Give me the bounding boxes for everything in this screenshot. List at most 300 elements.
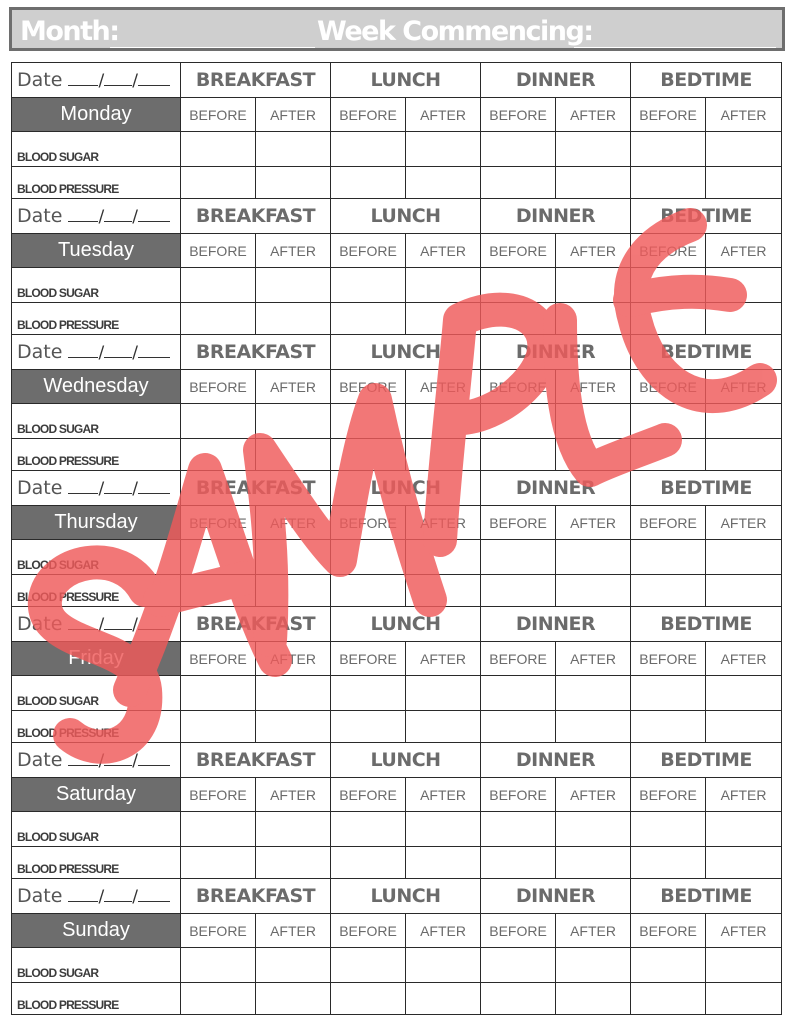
date-separator: / [98,207,105,227]
day-header-row [12,607,782,642]
blood-pressure-entry[interactable] [406,167,481,199]
before-label: BEFORE [481,642,556,676]
blood-sugar-entry[interactable] [406,404,481,439]
blood-pressure-entry[interactable] [256,711,331,743]
day-label: Thursday [12,506,181,540]
blood-pressure-entry[interactable] [256,439,331,471]
blood-pressure-entry[interactable] [706,847,782,879]
blood-sugar-entry[interactable] [631,132,706,167]
date-year-blank[interactable] [138,887,170,902]
blood-sugar-entry[interactable] [481,676,556,711]
week-commencing-field[interactable] [574,47,776,48]
meal-header: DINNER [481,743,631,778]
date-year-blank[interactable] [138,343,170,358]
date-label: Date [17,477,63,499]
blood-pressure-entry[interactable] [556,303,631,335]
blood-sugar-entry[interactable] [331,268,406,303]
blood-pressure-entry[interactable] [556,711,631,743]
day-header-row [12,471,782,506]
blood-sugar-entry[interactable] [481,404,556,439]
blood-sugar-entry[interactable] [481,812,556,847]
blood-sugar-entry[interactable] [331,812,406,847]
date-label: Date [17,613,63,635]
before-label: BEFORE [331,914,406,948]
blood-pressure-label: BLOOD PRESSURE [12,303,181,335]
before-label: BEFORE [331,506,406,540]
meal-header: BEDTIME [631,743,782,778]
date-separator: / [98,71,105,91]
before-label: BEFORE [181,642,256,676]
blood-sugar-entry[interactable] [706,540,782,575]
blood-sugar-entry[interactable] [556,540,631,575]
blood-pressure-entry[interactable] [331,303,406,335]
blood-pressure-entry[interactable] [706,167,782,199]
blood-sugar-entry[interactable] [481,268,556,303]
blood-pressure-entry[interactable] [631,303,706,335]
day-name-row [12,506,782,540]
blood-sugar-row [12,268,782,303]
blood-pressure-row [12,983,782,1015]
month-field[interactable] [110,47,315,48]
after-label: AFTER [256,642,331,676]
blood-pressure-entry[interactable] [181,983,256,1015]
blood-pressure-entry[interactable] [481,167,556,199]
meal-header: BEDTIME [631,199,782,234]
blood-sugar-label: BLOOD SUGAR [12,132,181,167]
after-label: AFTER [406,370,481,404]
blood-pressure-entry[interactable] [481,303,556,335]
after-label: AFTER [256,506,331,540]
before-label: BEFORE [331,98,406,132]
blood-pressure-entry[interactable] [631,711,706,743]
before-label: BEFORE [631,370,706,404]
blood-pressure-entry[interactable] [256,575,331,607]
before-label: BEFORE [481,506,556,540]
blood-sugar-entry[interactable] [556,676,631,711]
day-header-row [12,743,782,778]
blood-sugar-entry[interactable] [406,812,481,847]
before-label: BEFORE [631,642,706,676]
blood-pressure-entry[interactable] [181,711,256,743]
blood-sugar-row [12,812,782,847]
after-label: AFTER [406,914,481,948]
blood-sugar-entry[interactable] [556,812,631,847]
blood-sugar-entry[interactable] [331,404,406,439]
page-header [9,7,785,51]
before-label: BEFORE [481,914,556,948]
after-label: AFTER [556,506,631,540]
after-label: AFTER [406,98,481,132]
blood-sugar-entry[interactable] [181,676,256,711]
date-separator: / [132,207,138,227]
after-label: AFTER [256,778,331,812]
meal-header: BEDTIME [631,607,782,642]
month-label: Month: [20,16,119,47]
meal-header: DINNER [481,63,631,98]
blood-pressure-entry[interactable] [706,983,782,1015]
before-label: BEFORE [181,370,256,404]
after-label: AFTER [406,778,481,812]
date-day-blank[interactable] [68,751,98,766]
date-cell[interactable] [12,743,181,778]
before-label: BEFORE [181,506,256,540]
after-label: AFTER [706,914,782,948]
date-month-blank[interactable] [104,751,132,766]
day-header-row [12,63,782,98]
day-name-row [12,234,782,268]
blood-sugar-entry[interactable] [256,404,331,439]
blood-pressure-entry[interactable] [706,439,782,471]
meal-header: BREAKFAST [181,63,331,98]
date-day-blank[interactable] [68,207,98,222]
blood-pressure-entry[interactable] [256,847,331,879]
blood-sugar-label: BLOOD SUGAR [12,948,181,983]
meal-header: LUNCH [331,743,481,778]
date-month-blank[interactable] [104,479,132,494]
blood-log-table [11,62,782,1015]
meal-header: BREAKFAST [181,879,331,914]
after-label: AFTER [406,234,481,268]
before-label: BEFORE [481,778,556,812]
blood-sugar-entry[interactable] [706,268,782,303]
blood-pressure-label: BLOOD PRESSURE [12,439,181,471]
blood-pressure-label: BLOOD PRESSURE [12,983,181,1015]
blood-pressure-entry[interactable] [556,439,631,471]
after-label: AFTER [556,778,631,812]
meal-header: LUNCH [331,335,481,370]
blood-sugar-entry[interactable] [706,676,782,711]
date-day-blank[interactable] [68,615,98,630]
before-label: BEFORE [331,642,406,676]
before-label: BEFORE [481,98,556,132]
date-cell[interactable] [12,199,181,234]
meal-header: LUNCH [331,607,481,642]
blood-pressure-label: BLOOD PRESSURE [12,711,181,743]
blood-pressure-row [12,711,782,743]
blood-pressure-entry[interactable] [556,167,631,199]
blood-pressure-entry[interactable] [631,167,706,199]
before-label: BEFORE [481,370,556,404]
after-label: AFTER [706,778,782,812]
day-name-row [12,98,782,132]
blood-pressure-entry[interactable] [256,983,331,1015]
after-label: AFTER [406,506,481,540]
date-year-blank[interactable] [138,207,170,222]
before-label: BEFORE [631,914,706,948]
blood-pressure-entry[interactable] [556,983,631,1015]
blood-sugar-entry[interactable] [406,540,481,575]
before-label: BEFORE [481,234,556,268]
blood-pressure-entry[interactable] [706,303,782,335]
blood-pressure-entry[interactable] [631,983,706,1015]
blood-sugar-entry[interactable] [631,268,706,303]
blood-pressure-row [12,439,782,471]
date-separator: / [132,71,138,91]
date-cell[interactable] [12,607,181,642]
blood-sugar-row [12,948,782,983]
date-cell[interactable] [12,63,181,98]
before-label: BEFORE [331,778,406,812]
after-label: AFTER [706,234,782,268]
blood-pressure-entry[interactable] [331,575,406,607]
meal-header: LUNCH [331,199,481,234]
date-day-blank[interactable] [68,887,98,902]
blood-pressure-entry[interactable] [256,303,331,335]
meal-header: BEDTIME [631,879,782,914]
date-cell[interactable] [12,879,181,914]
day-name-row [12,778,782,812]
blood-sugar-entry[interactable] [181,812,256,847]
blood-pressure-entry[interactable] [406,303,481,335]
before-label: BEFORE [331,370,406,404]
blood-pressure-entry[interactable] [331,983,406,1015]
blood-pressure-entry[interactable] [556,575,631,607]
meal-header: DINNER [481,879,631,914]
date-year-blank[interactable] [138,71,170,86]
blood-sugar-entry[interactable] [181,132,256,167]
blood-sugar-entry[interactable] [631,948,706,983]
blood-sugar-entry[interactable] [181,268,256,303]
blood-pressure-entry[interactable] [406,439,481,471]
blood-pressure-entry[interactable] [481,847,556,879]
after-label: AFTER [556,98,631,132]
blood-sugar-entry[interactable] [556,268,631,303]
meal-header: BREAKFAST [181,607,331,642]
date-separator: / [132,343,138,363]
meal-header: DINNER [481,607,631,642]
blood-sugar-entry[interactable] [706,132,782,167]
meal-header: LUNCH [331,471,481,506]
before-label: BEFORE [631,98,706,132]
after-label: AFTER [556,642,631,676]
meal-header: BREAKFAST [181,199,331,234]
date-month-blank[interactable] [104,207,132,222]
blood-sugar-row [12,676,782,711]
blood-sugar-entry[interactable] [481,540,556,575]
blood-pressure-entry[interactable] [706,575,782,607]
blood-pressure-entry[interactable] [406,847,481,879]
blood-sugar-entry[interactable] [181,404,256,439]
day-header-row [12,879,782,914]
date-cell[interactable] [12,471,181,506]
blood-pressure-entry[interactable] [481,983,556,1015]
date-separator: / [98,751,105,771]
date-year-blank[interactable] [138,615,170,630]
blood-sugar-entry[interactable] [406,132,481,167]
blood-pressure-entry[interactable] [631,575,706,607]
blood-sugar-entry[interactable] [181,948,256,983]
blood-pressure-entry[interactable] [406,983,481,1015]
day-name-row [12,914,782,948]
after-label: AFTER [256,98,331,132]
meal-header: BREAKFAST [181,471,331,506]
blood-sugar-entry[interactable] [631,404,706,439]
day-label: Tuesday [12,234,181,268]
blood-sugar-row [12,132,782,167]
blood-pressure-entry[interactable] [331,167,406,199]
blood-pressure-label: BLOOD PRESSURE [12,847,181,879]
blood-sugar-entry[interactable] [481,132,556,167]
after-label: AFTER [256,234,331,268]
blood-sugar-entry[interactable] [631,812,706,847]
date-month-blank[interactable] [104,71,132,86]
day-header-row [12,199,782,234]
after-label: AFTER [706,98,782,132]
meal-header: DINNER [481,199,631,234]
date-label: Date [17,885,63,907]
date-label: Date [17,341,63,363]
blood-sugar-label: BLOOD SUGAR [12,676,181,711]
blood-sugar-entry[interactable] [631,676,706,711]
blood-sugar-entry[interactable] [256,540,331,575]
blood-sugar-label: BLOOD SUGAR [12,540,181,575]
date-label: Date [17,69,63,91]
day-name-row [12,642,782,676]
after-label: AFTER [556,234,631,268]
blood-pressure-entry[interactable] [331,439,406,471]
blood-sugar-entry[interactable] [556,132,631,167]
blood-sugar-row [12,404,782,439]
meal-header: DINNER [481,471,631,506]
date-label: Date [17,749,63,771]
before-label: BEFORE [331,234,406,268]
blood-pressure-row [12,167,782,199]
blood-pressure-entry[interactable] [181,575,256,607]
blood-sugar-entry[interactable] [256,268,331,303]
blood-pressure-row [12,847,782,879]
date-separator: / [98,479,105,499]
before-label: BEFORE [181,98,256,132]
blood-sugar-entry[interactable] [331,540,406,575]
date-month-blank[interactable] [104,615,132,630]
date-separator: / [132,751,138,771]
blood-sugar-entry[interactable] [406,948,481,983]
blood-sugar-entry[interactable] [556,948,631,983]
date-separator: / [132,479,138,499]
meal-header: BREAKFAST [181,743,331,778]
blood-pressure-label: BLOOD PRESSURE [12,575,181,607]
blood-pressure-entry[interactable] [631,439,706,471]
blood-pressure-entry[interactable] [706,711,782,743]
date-cell[interactable] [12,335,181,370]
blood-sugar-entry[interactable] [256,812,331,847]
blood-sugar-entry[interactable] [406,268,481,303]
blood-sugar-entry[interactable] [331,948,406,983]
date-separator: / [98,887,105,907]
blood-sugar-label: BLOOD SUGAR [12,268,181,303]
date-separator: / [98,343,105,363]
date-month-blank[interactable] [104,887,132,902]
after-label: AFTER [256,370,331,404]
date-separator: / [132,887,138,907]
blood-pressure-entry[interactable] [331,847,406,879]
after-label: AFTER [406,642,481,676]
blood-pressure-entry[interactable] [481,575,556,607]
blood-pressure-row [12,575,782,607]
blood-pressure-entry[interactable] [331,711,406,743]
blood-pressure-entry[interactable] [181,439,256,471]
meal-header: BEDTIME [631,335,782,370]
date-day-blank[interactable] [68,343,98,358]
blood-sugar-entry[interactable] [556,404,631,439]
date-year-blank[interactable] [138,751,170,766]
date-day-blank[interactable] [68,479,98,494]
blood-sugar-entry[interactable] [256,948,331,983]
meal-header: LUNCH [331,63,481,98]
blood-sugar-label: BLOOD SUGAR [12,404,181,439]
before-label: BEFORE [631,778,706,812]
blood-sugar-label: BLOOD SUGAR [12,812,181,847]
after-label: AFTER [706,506,782,540]
meal-header: BREAKFAST [181,335,331,370]
after-label: AFTER [706,642,782,676]
blood-pressure-entry[interactable] [181,167,256,199]
date-separator: / [132,615,138,635]
blood-sugar-entry[interactable] [481,948,556,983]
day-label: Friday [12,642,181,676]
blood-sugar-entry[interactable] [256,132,331,167]
day-label: Wednesday [12,370,181,404]
blood-pressure-entry[interactable] [556,847,631,879]
blood-pressure-row [12,303,782,335]
day-name-row [12,370,782,404]
blood-pressure-entry[interactable] [406,711,481,743]
before-label: BEFORE [181,778,256,812]
blood-sugar-entry[interactable] [631,540,706,575]
meal-header: LUNCH [331,879,481,914]
meal-header: BEDTIME [631,63,782,98]
date-day-blank[interactable] [68,71,98,86]
blood-sugar-entry[interactable] [406,676,481,711]
blood-sugar-entry[interactable] [706,948,782,983]
blood-pressure-entry[interactable] [181,303,256,335]
blood-sugar-entry[interactable] [331,676,406,711]
blood-pressure-entry[interactable] [406,575,481,607]
day-label: Saturday [12,778,181,812]
day-label: Sunday [12,914,181,948]
before-label: BEFORE [631,234,706,268]
day-label: Monday [12,98,181,132]
before-label: BEFORE [181,914,256,948]
meal-header: BEDTIME [631,471,782,506]
blood-sugar-entry[interactable] [331,132,406,167]
after-label: AFTER [556,370,631,404]
blood-sugar-row [12,540,782,575]
date-label: Date [17,205,63,227]
after-label: AFTER [706,370,782,404]
before-label: BEFORE [181,234,256,268]
blood-sugar-entry[interactable] [706,812,782,847]
blood-pressure-entry[interactable] [181,847,256,879]
after-label: AFTER [256,914,331,948]
date-separator: / [98,615,105,635]
blood-pressure-entry[interactable] [631,847,706,879]
week-commencing-label: Week Commencing: [317,16,593,47]
blood-sugar-entry[interactable] [706,404,782,439]
date-month-blank[interactable] [104,343,132,358]
blood-sugar-entry[interactable] [181,540,256,575]
after-label: AFTER [556,914,631,948]
blood-sugar-entry[interactable] [256,676,331,711]
date-year-blank[interactable] [138,479,170,494]
blood-pressure-entry[interactable] [481,439,556,471]
day-header-row [12,335,782,370]
before-label: BEFORE [631,506,706,540]
blood-pressure-entry[interactable] [481,711,556,743]
blood-pressure-entry[interactable] [256,167,331,199]
meal-header: DINNER [481,335,631,370]
blood-pressure-label: BLOOD PRESSURE [12,167,181,199]
